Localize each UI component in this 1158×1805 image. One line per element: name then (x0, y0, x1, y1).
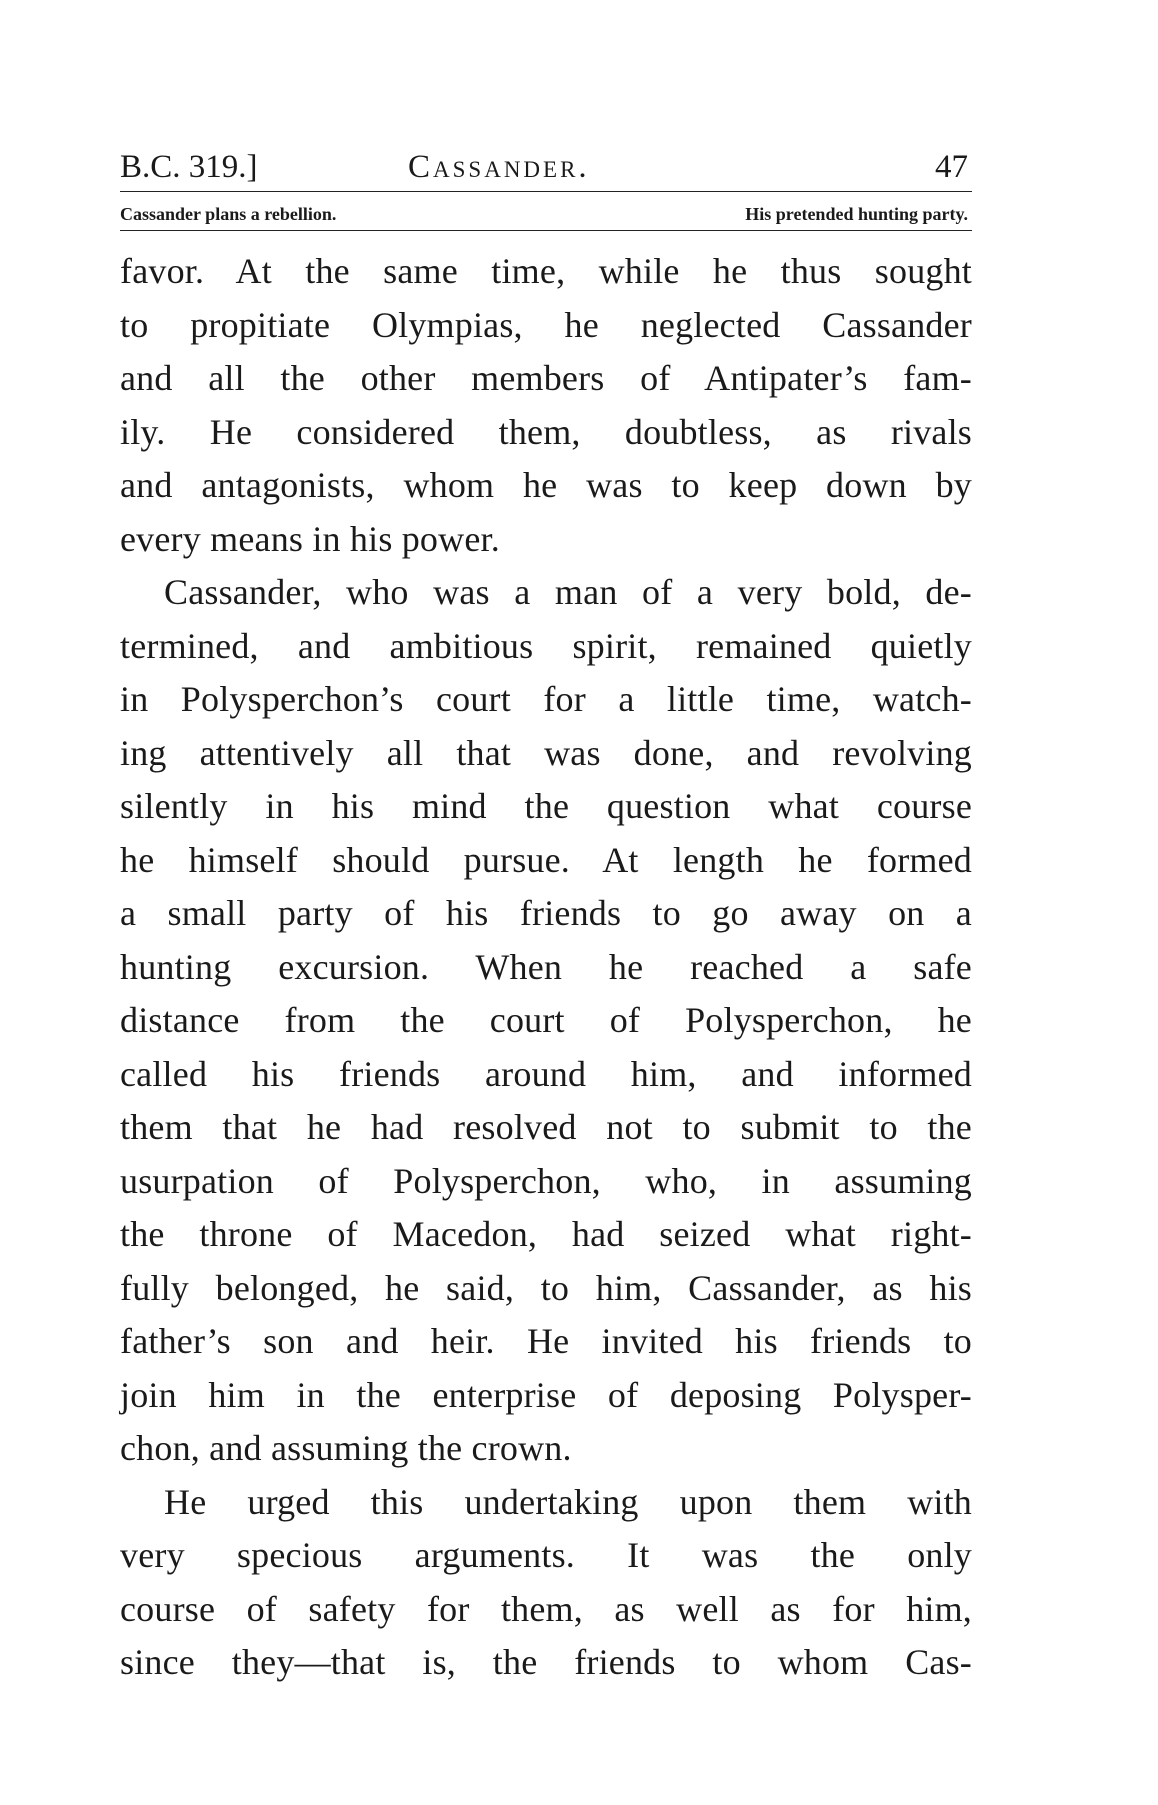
book-page (120, 145, 972, 1690)
text-line: favor. At the same time, while he thus sought (120, 251, 972, 291)
body-text (120, 245, 972, 1690)
text-line: ing attentively all that was done, and revolving (120, 732, 972, 773)
text-line: He urged this undertaking upon them with (164, 1481, 972, 1522)
subhead-right: His pretended hunting party. (745, 204, 968, 224)
text-line: to propitiate Olympias, he neglected Cassander (120, 304, 972, 345)
text-line: chon, and assuming the crown. (120, 1428, 572, 1468)
chapter-title: Cassander. (408, 149, 590, 185)
text-line: father’s son and heir. He invited his friends to (120, 1321, 972, 1361)
text-line: and all the other members of Antipater’s fam- (120, 358, 972, 398)
text-line: fully belonged, he said, to him, Cassander, as his (120, 1267, 972, 1308)
text-line: distance from the court of Polysperchon, he (120, 1000, 972, 1040)
text-line: them that he had resolved not to submit to the (120, 1107, 972, 1147)
text-line: since they—that is, the friends to whom Cas- (120, 1642, 972, 1682)
text-line: hunting excursion. When he reached a safe (120, 946, 972, 987)
paragraph-3 (120, 1476, 972, 1690)
text-line: termined, and ambitious spirit, remained quietly (120, 625, 972, 666)
header-rule-bottom (120, 230, 972, 231)
text-line: and antagonists, whom he was to keep down by (120, 465, 972, 505)
page-number: 47 (935, 149, 968, 185)
text-line: a small party of his friends to go away on a (120, 893, 972, 933)
text-line: course of safety for them, as well as for him, (120, 1588, 972, 1629)
subhead-left: Cassander plans a rebellion. (120, 204, 337, 224)
text-line: Cassander, who was a man of a very bold, de- (164, 572, 972, 612)
text-line: called his friends around him, and informed (120, 1053, 972, 1094)
text-line: the throne of Macedon, had seized what right- (120, 1214, 972, 1254)
paragraph-2 (120, 566, 972, 1476)
running-head (120, 145, 972, 191)
marginal-subhead (120, 192, 972, 230)
text-line: ily. He considered them, doubtless, as rivals (120, 411, 972, 452)
text-line: silently in his mind the question what course (120, 786, 972, 826)
text-line: very specious arguments. It was the only (120, 1535, 972, 1575)
text-line: every means in his power. (120, 518, 500, 559)
date-marker: B.C. 319.] (120, 149, 258, 185)
paragraph-1 (120, 245, 972, 566)
text-line: join him in the enterprise of deposing Polysper- (120, 1374, 972, 1415)
text-line: he himself should pursue. At length he formed (120, 839, 972, 880)
text-line: usurpation of Polysperchon, who, in assuming (120, 1160, 972, 1201)
text-line: in Polysperchon’s court for a little time, watch- (120, 679, 972, 719)
